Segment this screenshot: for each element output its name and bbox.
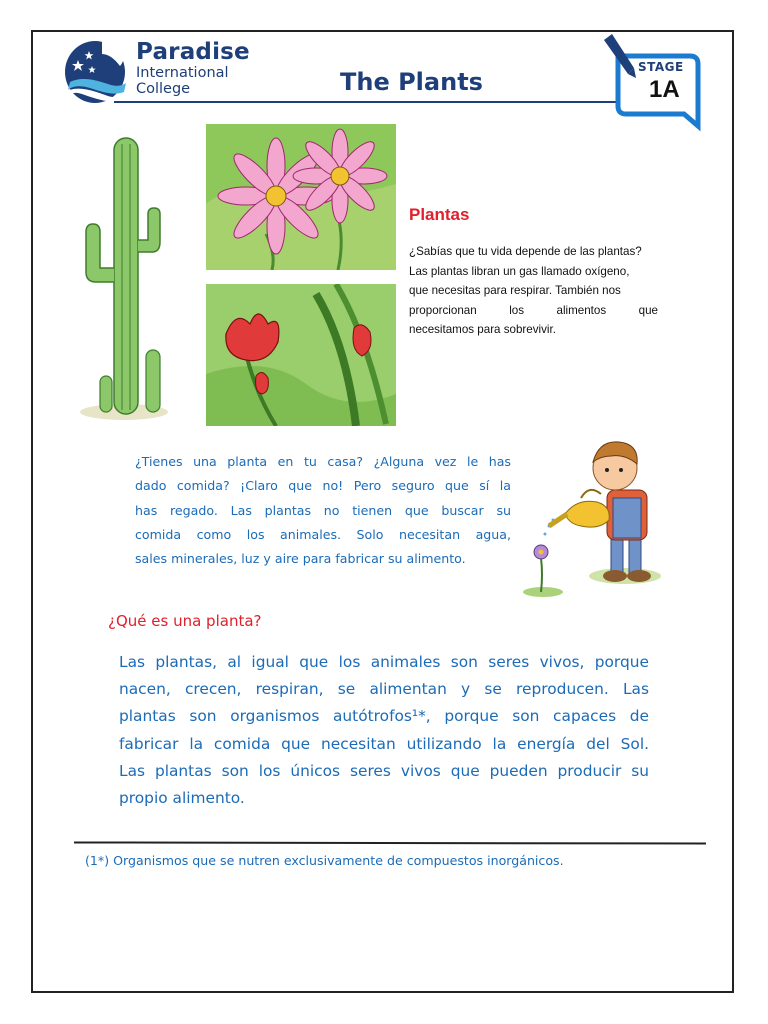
what-is-line: fabricar la comida que necesitan utilizando la energía del Sol. <box>119 734 649 753</box>
intro-line: proporcionan los alimentos que <box>409 303 658 317</box>
footnote: (1*) Organismos que se nutren exclusivamente de compuestos inorgánicos. <box>85 853 564 868</box>
brand-line-3: College <box>136 81 191 97</box>
intro-line: que necesitas para respirar. También nos <box>409 284 621 297</box>
brand-name: Paradise <box>136 39 250 65</box>
pink-flowers-illustration <box>206 124 396 270</box>
page-title: The Plants <box>340 68 483 96</box>
intro-line: ¿Sabías que tu vida depende de las plantas? <box>409 245 642 258</box>
stage-value: 1A <box>649 76 680 103</box>
what-is-paragraph <box>119 649 649 812</box>
question-line: dado comida? ¡Claro que no! Pero seguro que sí la <box>135 478 511 494</box>
question-line: sales minerales, luz y aire para fabricar su alimento. <box>135 551 466 567</box>
header-divider <box>114 101 634 103</box>
what-is-line: propio alimento. <box>119 789 245 808</box>
question-line: has regado. Las plantas no tienen que buscar su <box>135 502 511 518</box>
what-is-line: plantas son organismos autótrofos¹*, porque son capaces de <box>119 707 649 726</box>
intro-paragraph <box>409 242 658 340</box>
plantas-heading: Plantas <box>409 205 470 224</box>
question-paragraph <box>135 450 511 571</box>
college-logo <box>62 36 132 106</box>
what-is-line: Las plantas son los únicos seres vivos que pueden producir su <box>119 761 649 780</box>
boy-watering-illustration <box>515 434 665 600</box>
what-is-line: Las plantas, al igual que los animales son seres vivos, porque <box>119 653 649 671</box>
question-line: comida como los animales. Solo necesitan agua, <box>135 526 511 542</box>
what-is-heading: ¿Qué es una planta? <box>108 612 262 630</box>
what-is-line: nacen, crecen, respiran, se alimentan y se reproducen. Las <box>119 680 649 699</box>
stage-label: STAGE <box>638 60 684 74</box>
cactus-illustration <box>76 132 172 422</box>
brand-line-2: International <box>136 65 229 81</box>
question-line: ¿Tienes una planta en tu casa? ¿Alguna vez le has <box>135 454 511 469</box>
red-tulips-illustration <box>206 284 396 426</box>
intro-line: Las plantas libran un gas llamado oxígeno, <box>409 264 630 278</box>
intro-line: necesitamos para sobrevivir. <box>409 323 556 336</box>
